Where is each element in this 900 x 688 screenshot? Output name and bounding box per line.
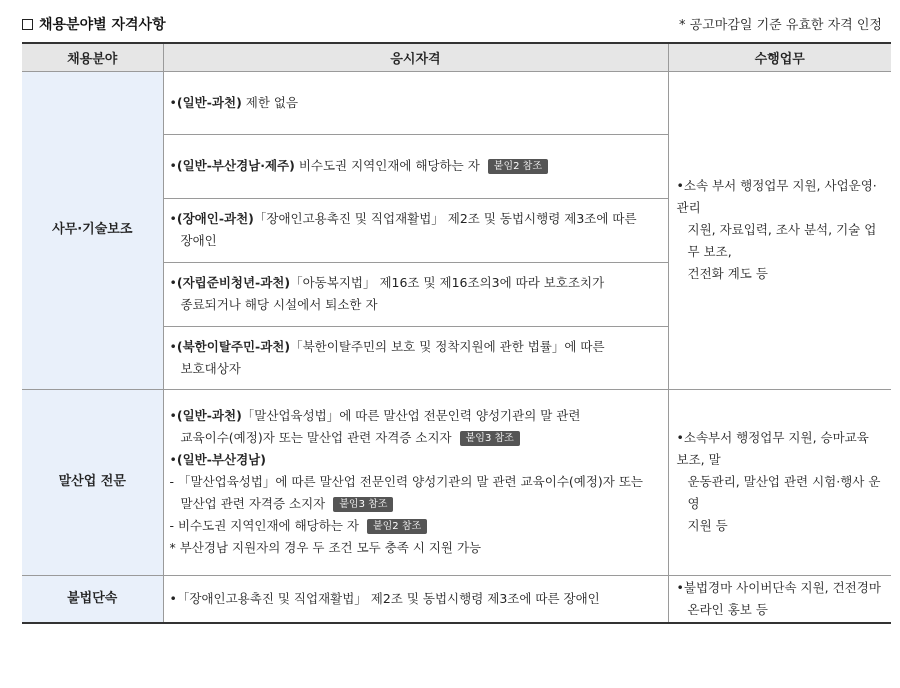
- field-enforcement: 불법단속: [22, 575, 163, 623]
- req-disabled-gwacheon: •(장애인-과천)「장애인고용촉진 및 직업재활법」 제2조 및 동법시행령 제3조에 따른 장애인: [163, 198, 668, 262]
- field-horse: 말산업 전문: [22, 389, 163, 575]
- attachment-badge: 붙임2 참조: [367, 519, 427, 534]
- duty-horse: •소속부서 행정업무 지원, 승마교육 보조, 말 운동관리, 말산업 관련 시험·행사 운영 지원 등: [668, 389, 891, 575]
- checkbox-square-icon: [22, 19, 33, 30]
- qualification-table: [22, 42, 891, 624]
- validity-note: * 공고마감일 기준 유효한 자격 인정: [679, 18, 882, 33]
- section-header: [22, 12, 882, 38]
- field-office: 사무·기술보조: [22, 71, 163, 389]
- table-row: [22, 389, 891, 575]
- req-youth-gwacheon: •(자립준비청년-과천)「아동복지법」 제16조 및 제16조의3에 따라 보호조치가 종료되거나 해당 시설에서 퇴소한 자: [163, 262, 668, 326]
- attachment-badge: 붙임3 참조: [460, 431, 520, 446]
- attachment-badge: 붙임2 참조: [488, 159, 548, 174]
- duty-office: •소속 부서 행정업무 지원, 사업운영·관리 지원, 자료입력, 조사 분석, 기술 업무 보조, 건전화 계도 등: [668, 71, 891, 389]
- req-horse: •(일반-과천)「말산업육성법」에 따른 말산업 전문인력 양성기관의 말 관련 교육이수(예정)자 또는 말산업 관련 자격증 소지자 붙임3 참조 •(일반-부산경남) - 「말산업육성법」에 따른 말산업 전문인력 양성기관의 말 관련 교육이수(예정)자 또는 말산업 관련 자격증 소지자 붙임3 참조 - 비수도권 지역인재에 해당하는 자 붙임2 참조 * 부산경남 지원자의 경우 두 조건 모두 충족 시 지원 가능: [163, 389, 668, 575]
- table-header-row: [22, 43, 891, 71]
- req-general-gwacheon: •(일반-과천) 제한 없음: [163, 71, 668, 134]
- req-general-busan-jeju: •(일반-부산경남·제주) 비수도권 지역인재에 해당하는 자 붙임2 참조: [163, 134, 668, 198]
- req-enforcement: •「장애인고용촉진 및 직업재활법」 제2조 및 동법시행령 제3조에 따른 장애인: [163, 575, 668, 623]
- header-qualification: 응시자격: [163, 43, 668, 71]
- attachment-badge: 붙임3 참조: [333, 497, 393, 512]
- table-row: [22, 71, 891, 134]
- table-row: [22, 575, 891, 623]
- req-defector-gwacheon: •(북한이탈주민-과천)「북한이탈주민의 보호 및 정착지원에 관한 법률」에 따른 보호대상자: [163, 326, 668, 389]
- header-duty: 수행업무: [668, 43, 891, 71]
- duty-enforcement: •불법경마 사이버단속 지원, 건전경마 온라인 홍보 등: [668, 575, 891, 623]
- header-field: 채용분야: [22, 43, 163, 71]
- section-title: 채용분야별 자격사항: [22, 14, 166, 34]
